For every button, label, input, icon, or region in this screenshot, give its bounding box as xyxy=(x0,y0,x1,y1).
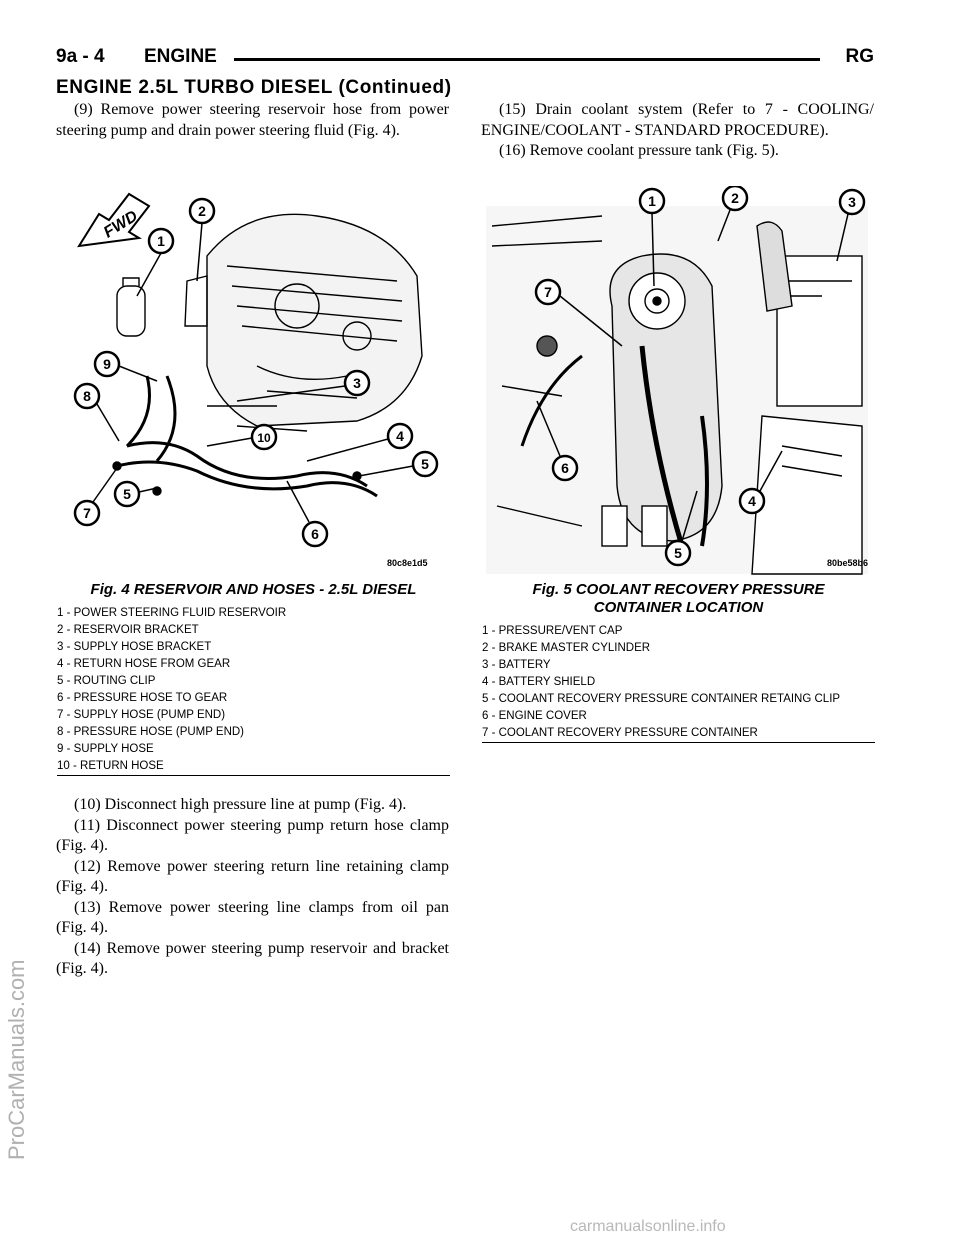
fig5-legend-item: 7 - COOLANT RECOVERY PRESSURE CONTAINER xyxy=(482,727,758,739)
step-9: (9) Remove power steering reservoir hose from power steering pump and drain power steering fluid (Fig. 4). xyxy=(56,101,449,139)
callout-1 xyxy=(137,229,173,296)
header-rule xyxy=(234,58,820,61)
figure-5 xyxy=(481,185,876,744)
callout-7 xyxy=(75,468,117,525)
svg-text:5: 5 xyxy=(123,486,131,502)
svg-text:9: 9 xyxy=(103,356,111,372)
svg-text:4: 4 xyxy=(396,428,404,444)
steps-15-16-text xyxy=(481,100,874,162)
step-16: (16) Remove coolant pressure tank (Fig. 5). xyxy=(499,142,779,159)
callout-9 xyxy=(95,352,157,381)
svg-text:5: 5 xyxy=(674,545,682,561)
callout-10 xyxy=(207,425,276,449)
fig4-legend-item: 5 - ROUTING CLIP xyxy=(57,675,156,687)
fwd-label: FWD xyxy=(100,207,141,242)
figure-4 xyxy=(56,185,451,777)
fwd-arrow-icon xyxy=(79,194,149,246)
steps-10-14-text xyxy=(56,795,449,980)
svg-text:7: 7 xyxy=(544,284,552,300)
svg-text:4: 4 xyxy=(748,493,756,509)
svg-text:6: 6 xyxy=(561,460,569,476)
svg-text:3: 3 xyxy=(353,375,361,391)
fig5-legend-item: 1 - PRESSURE/VENT CAP xyxy=(482,625,623,637)
model-code: RG xyxy=(845,46,874,67)
svg-text:1: 1 xyxy=(648,193,656,209)
fig5-legend-item: 3 - BATTERY xyxy=(482,659,551,671)
svg-text:7: 7 xyxy=(83,505,91,521)
step-9-text xyxy=(56,100,449,141)
fig4-legend-item: 7 - SUPPLY HOSE (PUMP END) xyxy=(57,709,226,721)
fig4-legend-item: 3 - SUPPLY HOSE BRACKET xyxy=(57,641,212,653)
continued-title: ENGINE 2.5L TURBO DIESEL (Continued) xyxy=(56,77,452,98)
fig5-code: 80be58b6 xyxy=(827,558,869,568)
page-number: 9a - 4 xyxy=(56,46,105,67)
fig4-legend-item: 1 - POWER STEERING FLUID RESERVOIR xyxy=(57,607,287,619)
fig5-caption-line-2: CONTAINER LOCATION xyxy=(593,599,764,616)
svg-text:1: 1 xyxy=(157,233,165,249)
fig5-legend-item: 5 - COOLANT RECOVERY PRESSURE CONTAINER RETAING CLIP xyxy=(482,693,841,705)
step-14: (14) Remove power steering pump reservoir and bracket (Fig. 4). xyxy=(56,939,449,977)
callout-6 xyxy=(287,481,327,546)
svg-text:3: 3 xyxy=(848,194,856,210)
svg-text:2: 2 xyxy=(198,203,206,219)
section-title: ENGINE xyxy=(144,46,217,67)
fig5-illustration xyxy=(482,186,875,581)
fig5-caption-line-1: Fig. 5 COOLANT RECOVERY PRESSURE xyxy=(532,581,825,598)
footer-watermark: carmanualsonline.info xyxy=(570,1218,726,1235)
step-13: (13) Remove power steering line clamps from oil pan (Fig. 4). xyxy=(56,898,449,936)
step-12: (12) Remove power steering return line retaining clamp (Fig. 4). xyxy=(56,857,449,895)
svg-text:6: 6 xyxy=(311,526,319,542)
fig5-legend-item: 2 - BRAKE MASTER CYLINDER xyxy=(482,642,651,654)
fig4-legend-item: 9 - SUPPLY HOSE xyxy=(57,743,154,755)
fig4-legend-item: 4 - RETURN HOSE FROM GEAR xyxy=(57,658,231,670)
fig4-code: 80c8e1d5 xyxy=(387,558,428,568)
step-10: (10) Disconnect high pressure line at pump (Fig. 4). xyxy=(74,796,407,813)
fig5-legend-item: 6 - ENGINE COVER xyxy=(482,710,587,722)
fig5-legend xyxy=(482,623,875,743)
fig5-legend-item: 4 - BATTERY SHIELD xyxy=(482,676,596,688)
fig4-legend xyxy=(57,605,450,776)
callout-8 xyxy=(75,384,119,441)
side-watermark: ProCarManuals.com xyxy=(4,959,29,1160)
fig5-caption xyxy=(482,581,875,617)
fig4-illustration xyxy=(57,186,450,581)
step-15: (15) Drain coolant system (Refer to 7 - COOLING/ ENGINE/COOLANT - STANDARD PROCEDURE). xyxy=(481,101,874,139)
step-11: (11) Disconnect power steering pump return hose clamp (Fig. 4). xyxy=(56,816,449,854)
svg-text:10: 10 xyxy=(257,431,271,445)
fig4-legend-item: 6 - PRESSURE HOSE TO GEAR xyxy=(57,692,228,704)
svg-text:5: 5 xyxy=(421,456,429,472)
callout-4 xyxy=(307,424,412,461)
fig4-legend-item: 8 - PRESSURE HOSE (PUMP END) xyxy=(57,726,245,738)
fig4-legend-item: 10 - RETURN HOSE xyxy=(57,760,164,772)
page-header xyxy=(56,42,874,74)
svg-text:2: 2 xyxy=(731,190,739,206)
callout-5a xyxy=(359,452,437,476)
svg-text:8: 8 xyxy=(83,388,91,404)
callout-5b xyxy=(115,482,157,506)
fig4-caption: Fig. 4 RESERVOIR AND HOSES - 2.5L DIESEL xyxy=(90,581,417,598)
fig4-legend-item: 2 - RESERVOIR BRACKET xyxy=(57,624,199,636)
